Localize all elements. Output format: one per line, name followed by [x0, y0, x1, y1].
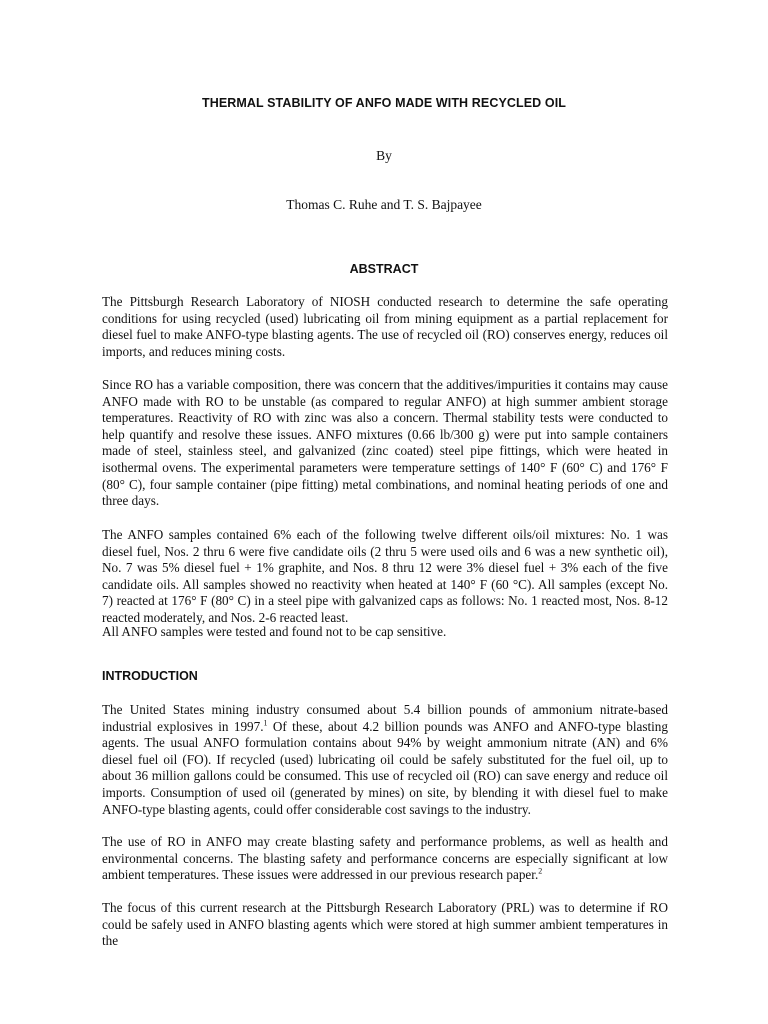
abstract-paragraph: All ANFO samples were tested and found not to be cap sensitive.: [102, 624, 447, 639]
intro-text: The use of RO in ANFO may create blasting safety and performance problems, as well as health and environmental concerns. The blasting safety and performance concerns are especially significant at low ambient temperatures. These issues were addressed in our previous research paper.: [102, 834, 668, 883]
introduction-heading: INTRODUCTION: [102, 669, 198, 683]
footnote-reference: 1: [263, 718, 268, 728]
byline-label: By: [376, 148, 392, 163]
abstract-paragraph: The ANFO samples contained 6% each of the following twelve different oils/oil mixtures: No. 1 was diesel fuel, Nos. 2 thru 6 were five candidate oils (2 thru 5 were used oils and 6 was a new synthetic oil), No. 7 was 5% diesel fuel + 1% graphite, and Nos. 8 thru 12 were 3% diesel fuel + 3% each of the five candidate oils. All samples showed no reactivity when heated at 140° F (60 °C). All samples (except No. 7) reacted at 176° F (80° C) in a steel pipe with galvanized caps as follows: No. 1 reacted most, Nos. 8-12 reacted moderately, and Nos. 2-6 reacted least.: [102, 527, 668, 625]
introduction-paragraph: [102, 702, 668, 818]
introduction-paragraph: [102, 834, 668, 884]
paper-title: THERMAL STABILITY OF ANFO MADE WITH RECYCLED OIL: [201, 96, 567, 110]
footnote-reference: 2: [538, 866, 543, 876]
abstract-paragraph: Since RO has a variable composition, there was concern that the additives/impurities it contains may cause ANFO made with RO to be unstable (as compared to regular ANFO) at high summer ambient storage temperatures. Reactivity of RO with zinc was also a concern. Thermal stability tests were conducted to help quantify and resolve these issues. ANFO mixtures (0.66 lb/300 g) were put into sample containers made of steel, stainless steel, and galvanized (zinc coated) steel pipe fittings, which were heated in isothermal ovens. The experimental parameters were temperature settings of 140° F (60° C) and 176° F (80° C), four sample container (pipe fitting) metal combinations, and nominal heating periods of one and three days.: [102, 377, 668, 509]
abstract-heading: ABSTRACT: [349, 262, 419, 276]
intro-text: The United States mining industry consumed about 5.4 billion pounds of ammonium nitrate-based industrial explosives in 1997.: [102, 702, 668, 734]
introduction-paragraph: The focus of this current research at the Pittsburgh Research Laboratory (PRL) was to determine if RO could be safely used in ANFO blasting agents which were stored at high summer ambient temperatures in the: [102, 900, 668, 949]
abstract-paragraph: The Pittsburgh Research Laboratory of NIOSH conducted research to determine the safe operating conditions for using recycled (used) lubricating oil from mining equipment as a partial replacement for diesel fuel to make ANFO-type blasting agents. The use of recycled oil (RO) conserves energy, reduces oil imports, and reduces mining costs.: [102, 294, 668, 359]
author-names: Thomas C. Ruhe and T. S. Bajpayee: [286, 197, 482, 212]
intro-text: Of these, about 4.2 billion pounds was ANFO and ANFO-type blasting agents. The usual ANFO formulation contains about 94% by weight ammonium nitrate (AN) and 6% diesel fuel oil (FO). If recycled (used) lubricating oil could be safely substituted for the fuel oil, up to about 36 million gallons could be consumed. This use of recycled oil (RO) can save energy and reduce oil imports. Consumption of used oil (generated by mines) on site, by blending it with diesel fuel to make ANFO-type blasting agents, could offer considerable cost savings to the industry.: [102, 718, 668, 817]
